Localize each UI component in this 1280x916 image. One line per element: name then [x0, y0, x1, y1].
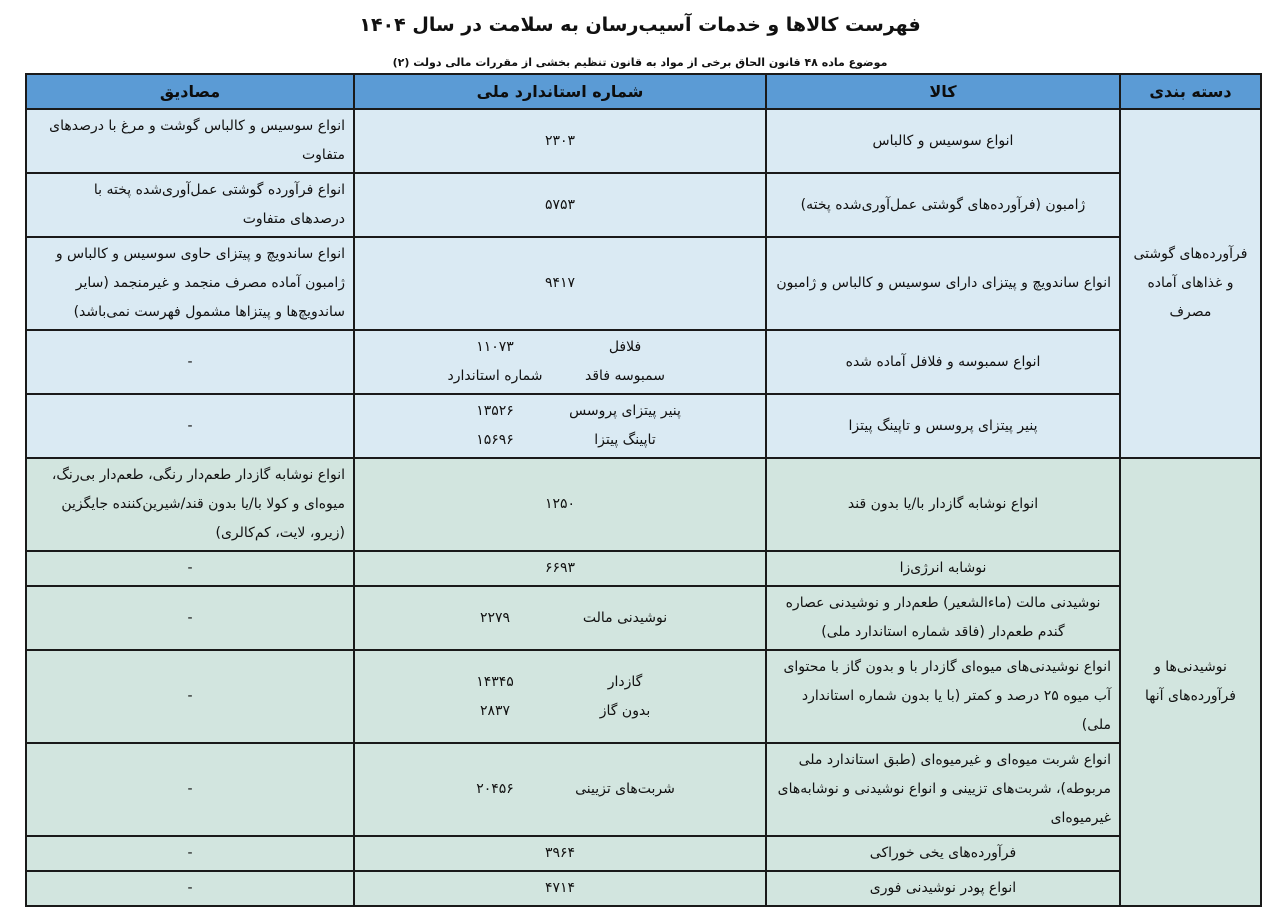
- header-standard: شماره استاندارد ملی: [354, 74, 766, 109]
- standard-sub-code: ۱۴۳۴۵: [476, 673, 514, 690]
- table-row: [26, 109, 1261, 173]
- goods-cell: انواع سوسیس و کالباس: [766, 109, 1120, 173]
- table-row: [26, 394, 1261, 458]
- examples-cell: -: [26, 394, 354, 458]
- table-header-row: [26, 74, 1261, 109]
- standard-cell: ۳۹۶۴: [354, 836, 766, 871]
- examples-cell: انواع سوسیس و کالباس گوشت و مرغ با درصدهای متفاوت: [26, 109, 354, 173]
- table-row: [26, 743, 1261, 836]
- standard-cell: [354, 394, 766, 458]
- standard-sub-code: ۱۱۰۷۳: [476, 339, 514, 355]
- examples-cell: -: [26, 586, 354, 650]
- standard-sub-code: ۱۳۵۲۶: [476, 403, 514, 419]
- header-category: دسته بندی: [1120, 74, 1261, 109]
- table-row: [26, 871, 1261, 906]
- examples-cell: -: [26, 330, 354, 394]
- standard-sub-name: فلافل: [608, 339, 642, 355]
- examples-cell: -: [26, 650, 354, 743]
- standard-sub-code: ۲۰۴۵۶: [476, 781, 514, 797]
- standard-cell: [354, 586, 766, 650]
- standard-sub-name: تاپینگ پیتزا: [594, 432, 656, 448]
- standard-sub-code: ۲۸۳۷: [479, 702, 511, 719]
- goods-cell: پنیر پیتزای پروسس و تاپینگ پیتزا: [766, 394, 1120, 458]
- standard-cell: [354, 743, 766, 836]
- header-goods: کالا: [766, 74, 1120, 109]
- standard-sublist: [430, 333, 690, 391]
- category-cell: نوشیدنی‌ها و فرآورده‌های آنها: [1120, 458, 1261, 906]
- table-row: [26, 836, 1261, 871]
- table-row: [26, 650, 1261, 743]
- standard-cell: ۴۷۱۴: [354, 871, 766, 906]
- examples-cell: -: [26, 836, 354, 871]
- standard-cell: ۹۴۱۷: [354, 237, 766, 330]
- examples-cell: -: [26, 743, 354, 836]
- goods-cell: انواع شربت میوه‌ای و غیرمیوه‌ای (طبق استاندارد ملی مربوطه)، شربت‌های تزیینی و انواع نوشیدنی و نوشابه‌های غیرمیوه‌ای: [766, 743, 1120, 836]
- examples-cell: -: [26, 871, 354, 906]
- goods-cell: انواع سمبوسه و فلافل آماده شده: [766, 330, 1120, 394]
- standard-sublist: [430, 668, 690, 726]
- goods-cell: انواع نوشیدنی‌های میوه‌ای گازدار با و بدون گاز با محتوای آب میوه ۲۵ درصد و کمتر (با یا بدون شماره استاندارد ملی): [766, 650, 1120, 743]
- standard-sub-name: گازدار: [607, 673, 643, 690]
- table-row: [26, 237, 1261, 330]
- standard-cell: ۱۲۵۰: [354, 458, 766, 551]
- table-row: [26, 173, 1261, 237]
- standard-cell: ۵۷۵۳: [354, 173, 766, 237]
- table-row: [26, 551, 1261, 586]
- standard-sublist: [430, 775, 690, 804]
- goods-cell: انواع ساندویچ و پیتزای دارای سوسیس و کالباس و ژامبون: [766, 237, 1120, 330]
- goods-cell: انواع پودر نوشیدنی فوری: [766, 871, 1120, 906]
- goods-cell: ژامبون (فرآورده‌های گوشتی عمل‌آوری‌شده پخته): [766, 173, 1120, 237]
- table-row: [26, 330, 1261, 394]
- category-cell: فرآورده‌های گوشتی و غذاهای آماده مصرف: [1120, 109, 1261, 458]
- standard-sublist: [430, 604, 690, 633]
- table-row: [26, 458, 1261, 551]
- standard-sub-code: ۲۲۷۹: [479, 609, 511, 626]
- standard-sub-name: سمبوسه فاقد: [585, 368, 665, 384]
- examples-cell: انواع نوشابه گازدار طعم‌دار رنگی، طعم‌دار بی‌رنگ، میوه‌ای و کولا با/یا بدون قند/شیرین‌کننده جایگزین (زیرو، لایت، کم‌کالری): [26, 458, 354, 551]
- standard-cell: [354, 330, 766, 394]
- standard-cell: ۶۶۹۳: [354, 551, 766, 586]
- examples-cell: انواع ساندویچ و پیتزای حاوی سوسیس و کالباس و ژامبون آماده مصرف منجمد و غیرمنجمد (سایر ساندویچ‌ها و پیتزاها مشمول فهرست نمی‌باشد): [26, 237, 354, 330]
- header-examples: مصادیق: [26, 74, 354, 109]
- examples-cell: -: [26, 551, 354, 586]
- standard-sub-name: پنیر پیتزای پروسس: [569, 403, 681, 419]
- goods-cell: نوشابه انرژی‌زا: [766, 551, 1120, 586]
- page-subtitle: موضوع ماده ۴۸ قانون الحاق برخی از مواد به قانون تنظیم بخشی از مقررات مالی دولت (۲): [392, 56, 888, 69]
- standard-cell: ۲۳۰۳: [354, 109, 766, 173]
- examples-cell: انواع فرآورده گوشتی عمل‌آوری‌شده پخته با درصدهای متفاوت: [26, 173, 354, 237]
- goods-cell: نوشیدنی مالت (ماءالشعیر) طعم‌دار و نوشیدنی عصاره گندم طعم‌دار (فاقد شماره استاندارد ملی): [766, 586, 1120, 650]
- standard-sub-code: ۱۵۶۹۶: [476, 432, 514, 448]
- standard-cell: [354, 650, 766, 743]
- goods-cell: فرآورده‌های یخی خوراکی: [766, 836, 1120, 871]
- page-title: فهرست کالاها و خدمات آسیب‌رسان به سلامت در سال ۱۴۰۴: [359, 14, 921, 36]
- goods-cell: انواع نوشابه گازدار با/یا بدون قند: [766, 458, 1120, 551]
- standard-sub-code: شماره استاندارد: [447, 368, 543, 384]
- standard-sub-name: بدون گاز: [599, 702, 651, 719]
- standard-sublist: [430, 397, 690, 455]
- standard-sub-name: شربت‌های تزیینی: [575, 781, 675, 797]
- table-row: [26, 586, 1261, 650]
- goods-table: [25, 73, 1262, 907]
- standard-sub-name: نوشیدنی مالت: [582, 609, 668, 626]
